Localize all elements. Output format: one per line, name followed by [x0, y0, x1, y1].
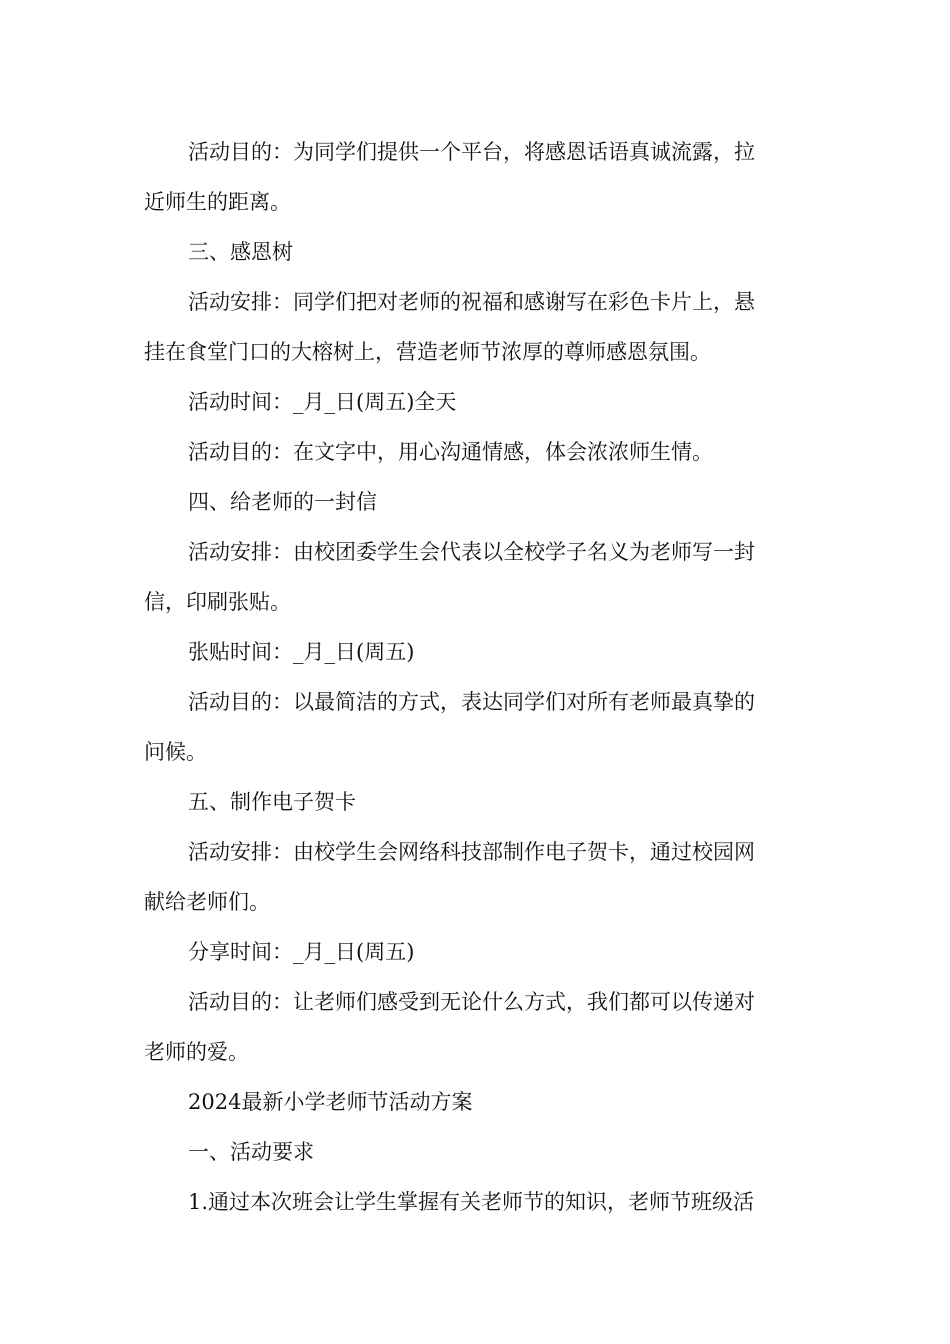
- section-heading: 四、给老师的一封信: [188, 490, 377, 514]
- document-body: [144, 128, 808, 1228]
- paragraph-line: 活动安排：由校团委学生会代表以全校学子名义为老师写一封: [188, 540, 755, 564]
- paragraph-line: 活动目的：为同学们提供一个平台，将感恩话语真诚流露，拉: [188, 140, 755, 164]
- paragraph-line: 分享时间：_月_日(周五): [188, 940, 415, 964]
- paragraph-line: 问候。: [144, 740, 207, 764]
- section-heading: 三、感恩树: [188, 240, 293, 264]
- paragraph-line: 活动安排：同学们把对老师的祝福和感谢写在彩色卡片上，悬: [188, 290, 755, 314]
- paragraph-line: 活动时间：_月_日(周五)全天: [188, 390, 457, 414]
- section-heading: 五、制作电子贺卡: [188, 790, 356, 814]
- paragraph-line: 献给老师们。: [144, 890, 270, 914]
- section-heading: 一、活动要求: [188, 1140, 314, 1164]
- paragraph-line: 1.通过本次班会让学生掌握有关老师节的知识，老师节班级活: [188, 1190, 755, 1214]
- paragraph-line: 近师生的距离。: [144, 190, 291, 214]
- paragraph-line: 信，印刷张贴。: [144, 590, 291, 614]
- paragraph-line: 活动目的：以最简洁的方式，表达同学们对所有老师最真挚的: [188, 690, 755, 714]
- paragraph-line: 活动目的：在文字中，用心沟通情感，体会浓浓师生情。: [188, 440, 713, 464]
- paragraph-line: 活动安排：由校学生会网络科技部制作电子贺卡，通过校园网: [188, 840, 755, 864]
- document-title: 2024最新小学老师节活动方案: [188, 1090, 473, 1114]
- paragraph-line: 老师的爱。: [144, 1040, 249, 1064]
- paragraph-line: 活动目的：让老师们感受到无论什么方式，我们都可以传递对: [188, 990, 755, 1014]
- paragraph-line: 张贴时间：_月_日(周五): [188, 640, 415, 664]
- paragraph-line: 挂在食堂门口的大榕树上，营造老师节浓厚的尊师感恩氛围。: [144, 340, 711, 364]
